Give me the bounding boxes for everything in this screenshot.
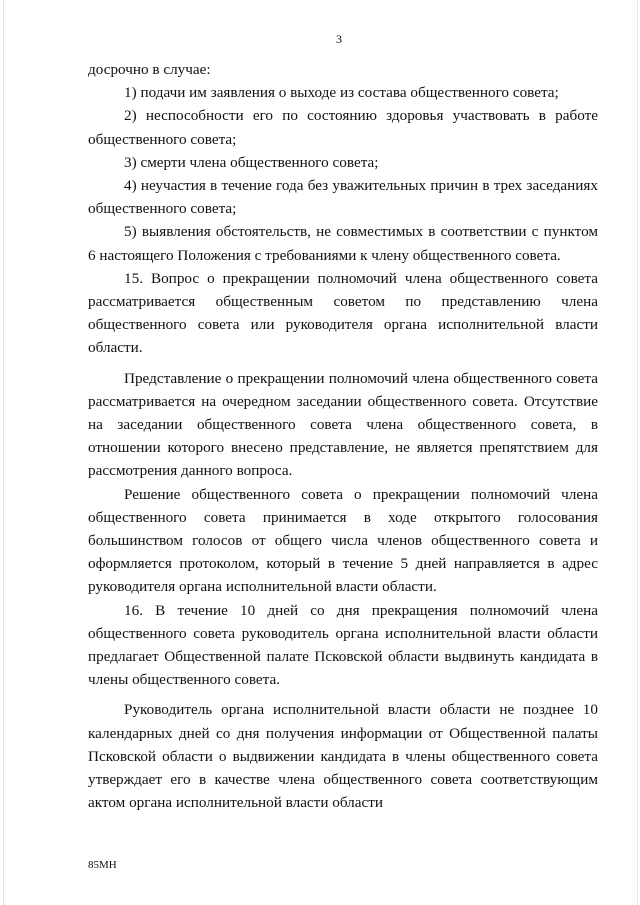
paragraph: Представление о прекращении полномочий члена общественного совета рассматривается на очередном заседании общественного совета. Отсутствие на заседании общественного совета члена общественного совета, в отношении которого внесено представление, не является препятствием для рассмотрения данного вопроса. xyxy=(88,369,598,480)
paragraph: 3) смерти члена общественного совета; xyxy=(124,153,379,171)
paragraph: Руководитель органа исполнительной власти области не позднее 10 календарных дней со дня получения информации от Общественной палаты Псковской области о выдвижении кандидата в члены общественного совета утверждает его в качестве члена общественного совета соответствующим актом органа исполнительной власти области xyxy=(88,701,598,812)
page-number: 3 xyxy=(336,32,342,46)
paragraph: Решение общественного совета о прекращении полномочий члена общественного совета принимается в ходе открытого голосования большинством голосов от общего числа членов общественного совета и оформляется протоколом, который в течение 5 дней направляется в адрес руководителя органа исполнительной власти области. xyxy=(88,485,598,596)
paragraph: 15. Вопрос о прекращении полномочий члена общественного совета рассматривается общественным советом по представлению члена общественного совета или руководителя органа исполнительной власти области. xyxy=(88,269,598,357)
paragraph: 2) неспособности его по состоянию здоровья участвовать в работе общественного совета; xyxy=(88,107,598,148)
paragraph: досрочно в случае: xyxy=(88,61,211,78)
paragraph: 16. В течение 10 дней со дня прекращения полномочий члена общественного совета руководитель органа исполнительной власти области предлагает Общественной палате Псковской области выдвинуть кандидата в члены общественного совета. xyxy=(88,601,598,689)
paragraph: 4) неучастия в течение года без уважительных причин в трех заседаниях общественного совета; xyxy=(88,177,598,218)
document-body xyxy=(88,58,598,815)
footer-code: 85МН xyxy=(88,859,117,871)
scan-edge-left xyxy=(3,0,4,905)
paragraph: 1) подачи им заявления о выходе из состава общественного совета; xyxy=(124,84,559,102)
scan-edge-right xyxy=(637,0,638,905)
paragraph: 5) выявления обстоятельств, не совместимых в соответствии с пунктом 6 настоящего Положения с требованиями к члену общественного совета. xyxy=(88,223,598,264)
